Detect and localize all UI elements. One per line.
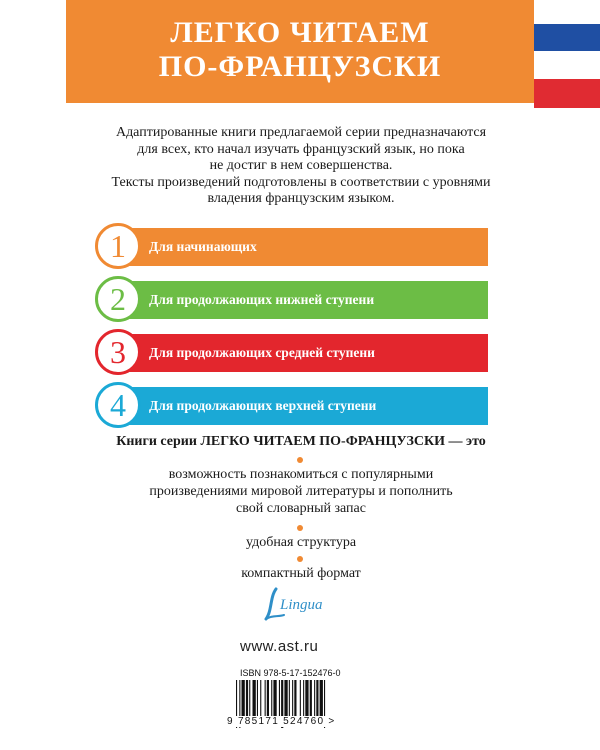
feature-3-line-1: компактный формат [241,566,361,581]
level-1-label: Для начинающих [149,239,257,254]
flag-red-stripe [534,79,600,108]
french-flag-strip [534,0,600,750]
intro-line-4: Тексты произведений подготовлены в соответствии с уровнями [111,174,491,190]
level-3-number: 3 [95,329,141,375]
intro-paragraph [84,125,518,208]
level-4 [95,387,488,425]
intro-line-5: владения французским языком. [207,191,395,206]
feature-1 [84,466,518,517]
feature-2-line-1: удобная структура [245,535,357,550]
intro-line-3: не достиг в нем совершенства. [209,158,393,173]
series-lead: Книги серии ЛЕГКО ЧИТАЕМ ПО-ФРАНЦУЗСКИ — это [116,434,486,449]
level-2-label: Для продолжающих нижней ступени [149,292,375,307]
publisher-url[interactable]: www.ast.ru [240,638,319,655]
level-3-label: Для продолжающих средней ступени [149,345,375,360]
bullet-dot-icon [297,457,303,463]
level-2-number: 2 [95,276,141,322]
level-2 [95,281,488,319]
feature-1-line-2: произведениями мировой литературы и пополнить [149,484,453,499]
level-4-label: Для продолжающих верхней ступени [149,398,377,413]
level-1-number: 1 [95,223,141,269]
feature-2 [84,534,518,551]
series-title-line-1: ЛЕГКО ЧИТАЕМ [170,16,430,49]
lingua-logo-text: Lingua [280,597,323,613]
level-1 [95,228,488,266]
flag-blue-stripe [534,24,600,51]
feature-3 [84,565,518,582]
level-3 [95,334,488,372]
bullet-dot-icon [297,525,303,531]
feature-1-line-3: свой словарный запас [236,501,366,516]
series-title-line-2: ПО-ФРАНЦУЗСКИ [158,50,442,83]
isbn-text: ISBN 978-5-17-152476-0 [240,668,341,678]
intro-line-1: Адаптированные книги предлагаемой серии предназначаются [115,125,487,140]
bullet-dot-icon [297,556,303,562]
barcode-digits: 9 785171 524760 > [227,716,336,727]
level-4-number: 4 [95,382,141,428]
lingua-logo [262,585,342,625]
series-banner [66,0,534,103]
intro-line-2: для всех, кто начал изучать французский язык, но пока [137,141,465,157]
feature-1-line-1: возможность познакомиться с популярными [168,467,434,482]
series-title [66,16,534,84]
flag-white-stripe [534,51,600,79]
